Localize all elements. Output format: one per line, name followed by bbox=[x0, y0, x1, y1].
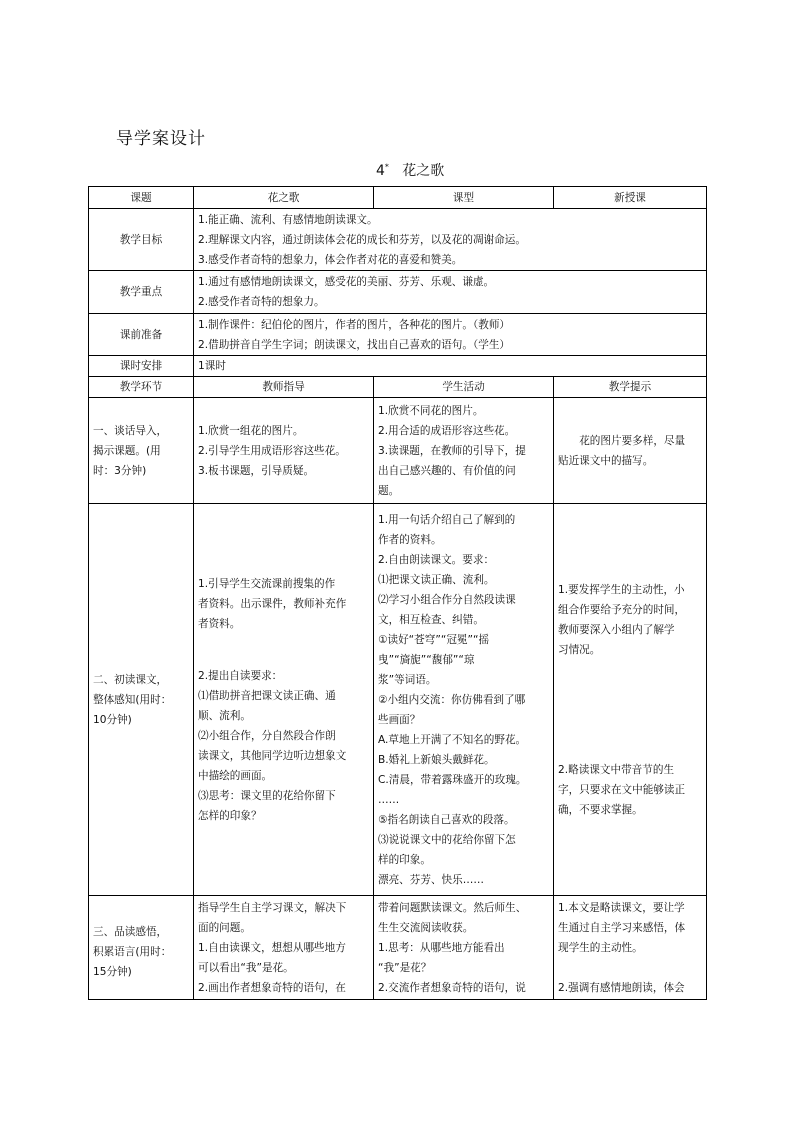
stage-name-line: 一、谈话导入， bbox=[93, 424, 168, 437]
teacher-line: 者资料。 bbox=[198, 617, 241, 630]
student-line: 2.用合适的成语形容这些花。 bbox=[378, 424, 516, 437]
stage2-teacher bbox=[194, 504, 374, 896]
value-schedule: 1课时 bbox=[194, 356, 707, 377]
student-line: 出自己感兴趣的、有价值的问 bbox=[378, 464, 516, 477]
label-prep: 课前准备 bbox=[89, 314, 194, 356]
table-row-goals bbox=[89, 209, 707, 271]
header-tips: 教学提示 bbox=[554, 377, 707, 398]
table-row-schedule bbox=[89, 356, 707, 377]
label-topic: 课题 bbox=[89, 187, 194, 209]
student-line: ①读好“苍穹”“冠冕”“摇 bbox=[378, 633, 490, 646]
teacher-line: 2.提出自读要求： bbox=[198, 669, 283, 682]
teacher-line: ⑴借助拼音把课文读正确、通 bbox=[198, 689, 336, 702]
teacher-line: 顺、流利。 bbox=[198, 709, 251, 722]
teacher-line: 1.自由读课文，想想从哪些地方 bbox=[198, 941, 346, 954]
lesson-plan-table bbox=[88, 186, 707, 1000]
lesson-number: 4 bbox=[376, 163, 385, 179]
tip-line: 确，不要求掌握。 bbox=[558, 803, 643, 816]
table-row-headers bbox=[89, 377, 707, 398]
label-schedule: 课时安排 bbox=[89, 356, 194, 377]
student-line: A.草地上开满了不知名的野花。 bbox=[378, 733, 527, 746]
student-line: 1.欣赏不同花的图片。 bbox=[378, 404, 484, 417]
stage1-teacher bbox=[194, 398, 374, 504]
teacher-line: 指导学生自主学习课文，解决下 bbox=[198, 901, 347, 914]
stage-name-line: 时：3分钟) bbox=[93, 464, 147, 477]
stage-name-line: 10分钟) bbox=[93, 713, 132, 726]
teacher-line: ⑶思考：课文里的花给你留下 bbox=[198, 789, 336, 802]
tip-line: 2.略读课文中带音节的生 bbox=[558, 763, 675, 776]
label-type: 课型 bbox=[374, 187, 554, 209]
teacher-line: 3.板书课题，引导质疑。 bbox=[198, 464, 315, 477]
stage1-tips bbox=[554, 398, 707, 504]
tip-line: 1.本文是略读课文，要让学 bbox=[558, 901, 685, 914]
tip-line: 花的图片要多样，尽量 bbox=[579, 434, 686, 447]
header-teacher: 教师指导 bbox=[194, 377, 374, 398]
student-line: 漂亮、芬芳、快乐…… bbox=[378, 873, 484, 886]
teacher-line: 可以看出“我”是花。 bbox=[198, 961, 294, 974]
table-row-prep bbox=[89, 314, 707, 356]
student-line: 带着问题默读课文。然后师生、 bbox=[378, 901, 527, 914]
student-line: …… bbox=[378, 793, 400, 806]
student-line: 1.用一句话介绍自己了解到的 bbox=[378, 513, 516, 526]
stage-name-line: 二、初读课文， bbox=[93, 673, 168, 686]
student-line: ⑤指名朗读自己喜欢的段落。 bbox=[378, 813, 515, 826]
table-row-stage1 bbox=[89, 398, 707, 504]
table-row-focus bbox=[89, 271, 707, 314]
teacher-line: 怎样的印象？ bbox=[198, 809, 262, 822]
stage1-student bbox=[374, 398, 554, 504]
prep-item: 2.借助拼音自学生字词；朗读课文，找出自己喜欢的语句。（学生） bbox=[198, 338, 511, 351]
value-topic: 花之歌 bbox=[194, 187, 374, 209]
value-type: 新授课 bbox=[554, 187, 707, 209]
stage2-student bbox=[374, 504, 554, 896]
header-student: 学生活动 bbox=[374, 377, 554, 398]
tip-line: 组合作要给予充分的时间， bbox=[558, 603, 686, 616]
goal-item: 2.理解课文内容，通过朗读体会花的成长和芬芳，以及花的凋谢命运。 bbox=[198, 233, 526, 246]
teacher-line: 读课文，其他同学边听边想象文 bbox=[198, 749, 347, 762]
teacher-line: 1.欣赏一组花的图片。 bbox=[198, 424, 304, 437]
stage2-name bbox=[89, 504, 194, 896]
student-line: 2.交流作者想象奇特的语句，说 bbox=[378, 981, 526, 994]
focus-item: 1.通过有感情地朗读课文，感受花的美丽、芬芳、乐观、谦虚。 bbox=[198, 276, 495, 288]
tip-line: 1.要发挥学生的主动性，小 bbox=[558, 583, 685, 596]
table-row-stage3 bbox=[89, 896, 707, 1000]
student-line: B.婚礼上新娘头戴鲜花。 bbox=[378, 753, 495, 766]
student-line: 2.自由朗读课文。要求： bbox=[378, 553, 495, 566]
table-row-stage2 bbox=[89, 504, 707, 896]
tip-line: 生通过自主学习来感悟，体 bbox=[558, 921, 686, 934]
teacher-line: 中描绘的画面。 bbox=[198, 769, 273, 782]
goal-item: 3.感受作者奇特的想象力，体会作者对花的喜爱和赞美。 bbox=[198, 253, 463, 266]
page-heading: 导学案设计 bbox=[116, 129, 206, 149]
tip-line: 贴近课文中的描写。 bbox=[558, 454, 654, 467]
student-line: 曳”“旖旎”“馥郁”“琼 bbox=[378, 653, 475, 666]
tip-line: 2.强调有感情地朗读，体会 bbox=[558, 981, 685, 994]
stage-name-line: 整体感知(用时： bbox=[93, 693, 172, 706]
stage2-tips bbox=[554, 504, 707, 896]
student-line: C.清晨，带着露珠盛开的玫瑰。 bbox=[378, 773, 527, 786]
tip-line: 字，只要求在文中能够读正 bbox=[558, 783, 686, 796]
table-row-topic bbox=[89, 187, 707, 209]
lesson-title bbox=[376, 160, 444, 180]
prep-item: 1.制作课件：纪伯伦的图片，作者的图片，各种花的图片。（教师） bbox=[198, 318, 511, 331]
goals-content bbox=[194, 209, 707, 271]
student-line: ⑶说说课文中的花给你留下怎 bbox=[378, 833, 516, 846]
teacher-line: 1.引导学生交流课前搜集的作 bbox=[198, 577, 336, 590]
student-line: ⑴把课文读正确、流利。 bbox=[378, 573, 495, 586]
student-line: 作者的资料。 bbox=[378, 533, 442, 546]
student-line: 些画面？ bbox=[378, 713, 421, 726]
header-stage: 教学环节 bbox=[89, 377, 194, 398]
tip-line: 现学生的主动性。 bbox=[558, 941, 643, 954]
goal-item: 1.能正确、流利、有感情地朗读课文。 bbox=[198, 213, 378, 226]
stage3-student bbox=[374, 896, 554, 1000]
focus-content bbox=[194, 271, 707, 314]
lesson-mark: * bbox=[384, 162, 389, 172]
stage3-teacher bbox=[194, 896, 374, 1000]
stage-name-line: 积累语言(用时： bbox=[93, 945, 172, 958]
student-line: “我”是花？ bbox=[378, 961, 432, 974]
student-line: 文，相互检查、纠错。 bbox=[378, 613, 484, 626]
student-line: 浆”等词语。 bbox=[378, 673, 437, 686]
stage-name-line: 揭示课题。(用 bbox=[93, 444, 161, 457]
student-line: 生生交流阅读收获。 bbox=[378, 921, 474, 934]
stage3-tips bbox=[554, 896, 707, 1000]
stage-name-line: 15分钟) bbox=[93, 965, 132, 978]
focus-item: 2.感受作者奇特的想象力。 bbox=[198, 296, 325, 308]
teacher-line: ⑵小组合作，分自然段合作朗 bbox=[198, 729, 336, 742]
teacher-line: 面的问题。 bbox=[198, 921, 251, 934]
tip-line: 习情况。 bbox=[558, 643, 601, 656]
tip-line: 教师要深入小组内了解学 bbox=[558, 623, 675, 636]
label-focus: 教学重点 bbox=[89, 271, 194, 314]
student-line: 3.读课题，在教师的引导下，提 bbox=[378, 444, 526, 457]
tip-line bbox=[558, 958, 702, 978]
student-line: 样的印象。 bbox=[378, 853, 431, 866]
student-line: 1.思考：从哪些地方能看出 bbox=[378, 941, 505, 954]
label-goals: 教学目标 bbox=[89, 209, 194, 271]
teacher-line: 2.引导学生用成语形容这些花。 bbox=[198, 444, 346, 457]
lesson-title-text: 花之歌 bbox=[402, 163, 445, 179]
student-line: ⑵学习小组合作分自然段读课 bbox=[378, 593, 516, 606]
prep-content bbox=[194, 314, 707, 356]
stage3-name bbox=[89, 896, 194, 1000]
student-line: ②小组内交流：你仿佛看到了哪 bbox=[378, 693, 526, 706]
teacher-line: 2.画出作者想象奇特的语句，在 bbox=[198, 981, 346, 994]
student-line: 题。 bbox=[378, 484, 400, 497]
stage1-name bbox=[89, 398, 194, 504]
stage-name-line: 三、品读感悟， bbox=[93, 925, 168, 938]
teacher-line: 者资料。出示课件，教师补充作 bbox=[198, 597, 347, 610]
